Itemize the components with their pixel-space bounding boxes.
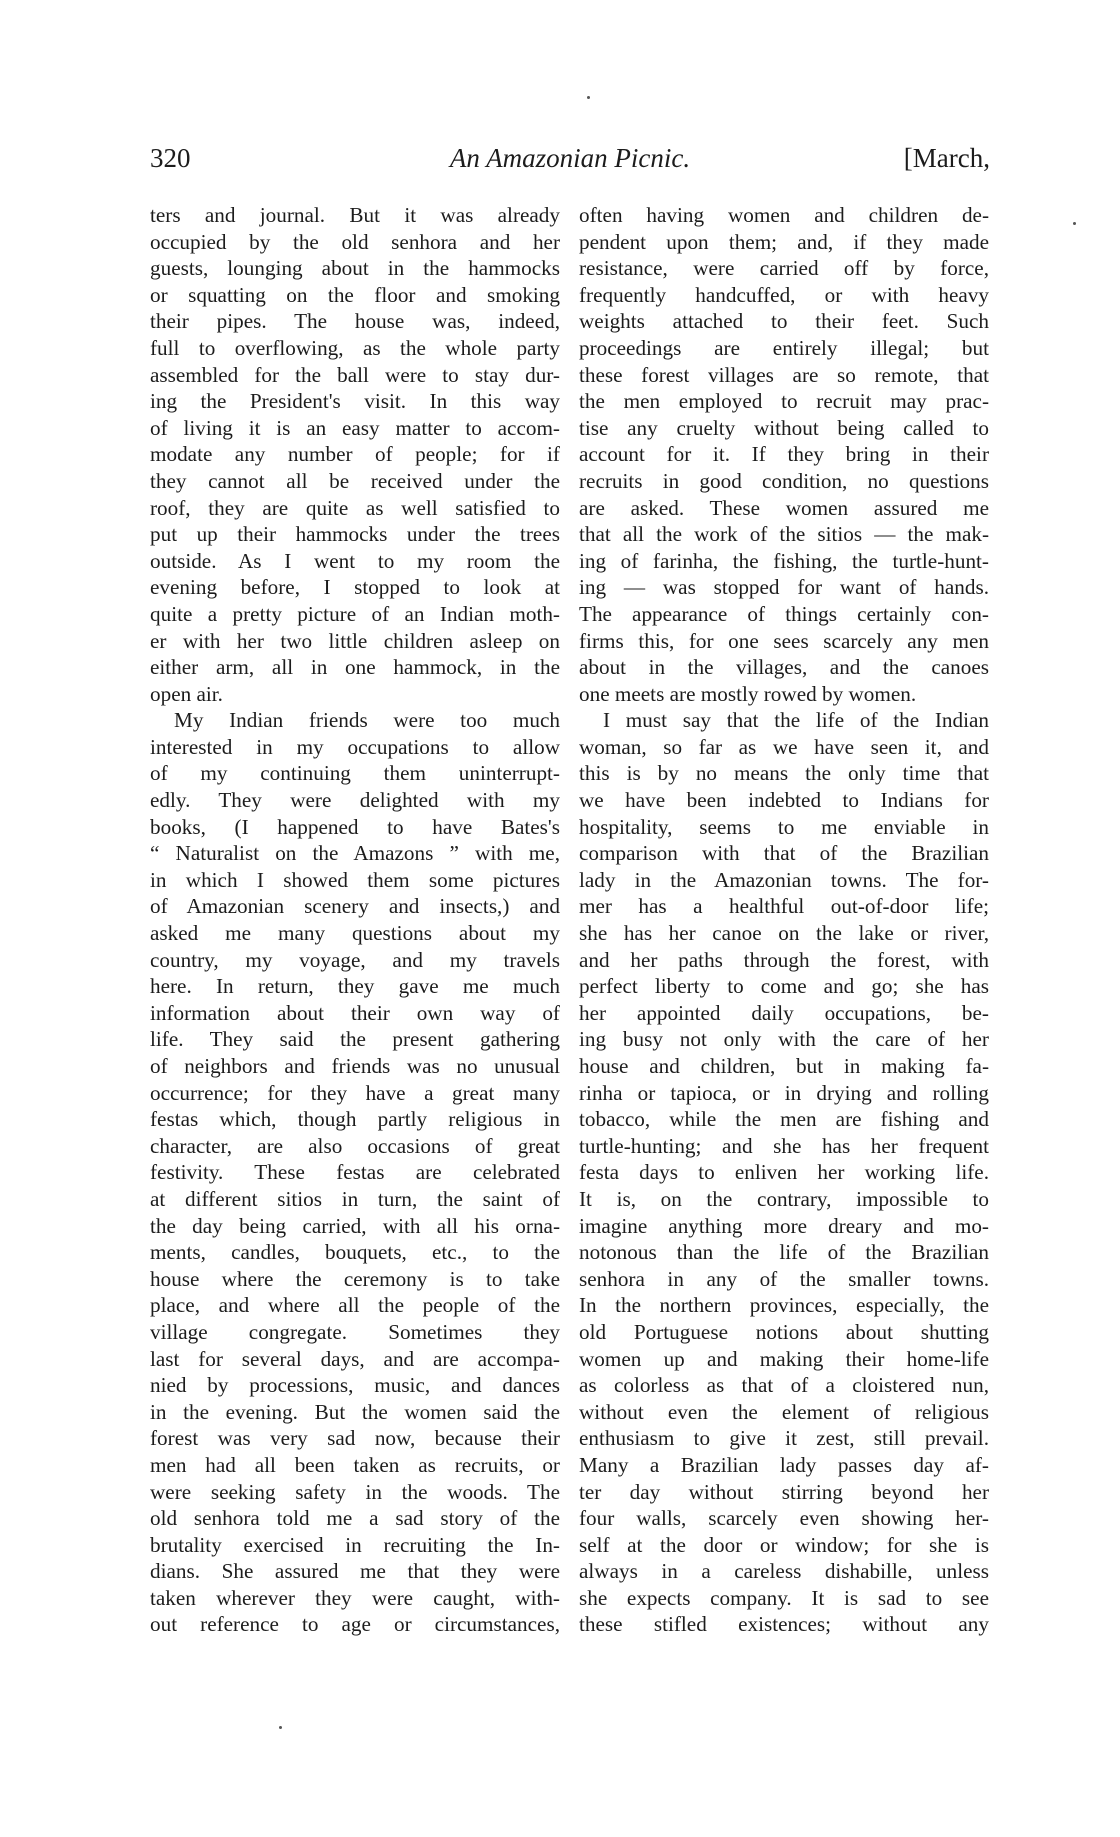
text-line: full to overflowing, as the whole party [150, 335, 560, 360]
text-line: of my continuing them uninterrupt- [150, 761, 560, 786]
text-line: account for it. If they bring in their [579, 442, 989, 467]
text-line: I must say that the life of the Indian [603, 708, 989, 733]
text-line: of neighbors and friends was no unusual [150, 1054, 560, 1078]
text-line: without even the element of religious [579, 1399, 989, 1424]
text-line: character, are also occasions of great [150, 1133, 560, 1158]
text-line: here. In return, they gave me much [150, 974, 560, 999]
text-line: Many a Brazilian lady passes day af- [579, 1452, 989, 1477]
text-line: or squatting on the floor and smoking [150, 282, 560, 307]
text-line: the men employed to recruit may prac- [579, 389, 989, 414]
text-line: roof, they are quite as well satisfied to [150, 495, 560, 520]
ink-speck [587, 96, 590, 99]
text-line: one meets are mostly rowed by women. [579, 681, 917, 706]
text-line: about in the villages, and the canoes [579, 655, 989, 680]
text-line: house where the ceremony is to take [150, 1266, 560, 1291]
text-line: guests, lounging about in the hammocks [150, 256, 560, 281]
text-line: interested in my occupations to allow [150, 734, 560, 759]
text-line: quite a pretty picture of an Indian moth- [150, 601, 560, 626]
text-line: tise any cruelty without being called to [579, 415, 989, 440]
text-line: open air. [150, 681, 223, 706]
text-line: place, and where all the people of the [150, 1293, 560, 1318]
text-line: nied by processions, music, and dances [150, 1373, 560, 1398]
text-line: firms this, for one sees scarcely any men [579, 628, 989, 653]
text-line: asked me many questions about my [150, 921, 560, 946]
ink-speck [279, 1726, 282, 1729]
text-line: as colorless as that of a cloistered nun, [579, 1373, 989, 1398]
text-line: senhora in any of the smaller towns. [579, 1266, 989, 1291]
text-line: and her paths through the forest, with [579, 947, 989, 972]
text-line: ments, candles, bouquets, etc., to the [150, 1240, 560, 1265]
text-line: that all the work of the sitios — the mak- [579, 522, 989, 547]
text-line: pendent upon them; and, if they made [579, 229, 989, 254]
text-line: old Portuguese notions about shutting [579, 1319, 989, 1344]
text-line: lady in the Amazonian towns. The for- [579, 867, 989, 892]
text-line: hospitality, seems to me enviable in [579, 814, 989, 839]
text-line: My Indian friends were too much [174, 708, 560, 733]
text-line: In the northern provinces, especially, the [579, 1293, 989, 1318]
text-line: always in a careless dishabille, unless [579, 1559, 989, 1584]
text-line: ing the President's visit. In this way [150, 389, 560, 414]
text-line: imagine anything more dreary and mo- [579, 1213, 989, 1238]
text-line: The appearance of things certainly con- [579, 601, 989, 626]
text-line: dians. She assured me that they were [150, 1559, 560, 1584]
text-line: notonous than the life of the Brazilian [579, 1240, 989, 1265]
text-line: of Amazonian scenery and insects,) and [150, 894, 560, 919]
text-line: books, (I happened to have Bates's [150, 814, 560, 839]
text-line: her appointed daily occupations, be- [579, 1000, 989, 1025]
text-line: put up their hammocks under the trees [150, 522, 560, 547]
text-line: often having women and children de- [579, 203, 989, 227]
text-line: ing — was stopped for want of hands. [579, 575, 989, 600]
text-line: edly. They were delighted with my [150, 788, 560, 813]
text-line: resistance, were carried off by force, [579, 256, 989, 281]
text-line: recruits in good condition, no questions [579, 468, 989, 493]
text-line: comparison with that of the Brazilian [579, 841, 989, 866]
text-line: she has her canoe on the lake or river, [579, 921, 989, 946]
text-line: “ Naturalist on the Amazons ” with me, [150, 841, 560, 866]
text-line: ter day without stirring beyond her [579, 1479, 989, 1504]
text-line: old senhora told me a sad story of the [150, 1506, 560, 1531]
text-line: house and children, but in making fa- [579, 1054, 989, 1078]
text-line: tobacco, while the men are fishing and [579, 1107, 989, 1132]
text-line: outside. As I went to my room the [150, 548, 560, 573]
text-line: life. They said the present gathering [150, 1027, 560, 1052]
right-text-column [579, 202, 989, 1638]
text-line: village congregate. Sometimes they [150, 1319, 560, 1344]
text-line: she expects company. It is sad to see [579, 1585, 989, 1610]
text-line: ters and journal. But it was already [150, 203, 560, 227]
text-line: evening before, I stopped to look at [150, 575, 560, 600]
running-date: [March, [903, 143, 990, 173]
text-line: enthusiasm to give it zest, still prevail. [579, 1426, 989, 1451]
text-line: festivity. These festas are celebrated [150, 1160, 560, 1185]
page-header [150, 143, 990, 183]
text-line: are asked. These women assured me [579, 495, 989, 520]
text-line: rinha or tapioca, or in drying and rolling [579, 1080, 989, 1105]
text-line: ing of farinha, the fishing, the turtle-hunt- [579, 548, 989, 573]
text-line: festas which, though partly religious in [150, 1107, 560, 1132]
text-line: festa days to enliven her working life. [579, 1160, 989, 1185]
text-line: frequently handcuffed, or with heavy [579, 282, 989, 307]
text-line: modate any number of people; for if [150, 442, 560, 467]
text-line: these stifled existences; without any [579, 1612, 989, 1637]
ink-speck [1073, 222, 1076, 225]
text-line: women up and making their home-life [579, 1346, 989, 1371]
text-line: occurrence; for they have a great many [150, 1080, 560, 1105]
running-title: An Amazonian Picnic. [449, 143, 691, 173]
text-line: country, my voyage, and my travels [150, 947, 560, 972]
text-line: proceedings are entirely illegal; but [579, 335, 989, 360]
text-line: assembled for the ball were to stay dur- [150, 362, 560, 387]
text-line: self at the door or window; for she is [579, 1532, 989, 1557]
text-line: of living it is an easy matter to accom- [150, 415, 560, 440]
text-line: the day being carried, with all his orna- [150, 1213, 560, 1238]
text-line: either arm, all in one hammock, in the [150, 655, 560, 680]
text-line: men had all been taken as recruits, or [150, 1452, 560, 1477]
text-line: forest was very sad now, because their [150, 1426, 560, 1451]
text-line: four walls, scarcely even showing her- [579, 1506, 989, 1531]
text-line: perfect liberty to come and go; she has [579, 974, 989, 999]
text-line: turtle-hunting; and she has her frequent [579, 1133, 989, 1158]
text-line: they cannot all be received under the [150, 468, 560, 493]
text-line: occupied by the old senhora and her [150, 229, 560, 254]
text-line: we have been indebted to Indians for [579, 788, 989, 813]
text-line: mer has a healthful out-of-door life; [579, 894, 989, 919]
text-line: at different sitios in turn, the saint of [150, 1186, 560, 1211]
text-line: in the evening. But the women said the [150, 1399, 560, 1424]
text-line: in which I showed them some pictures [150, 867, 560, 892]
text-line: this is by no means the only time that [579, 761, 989, 786]
page-number: 320 [150, 143, 191, 173]
text-line: It is, on the contrary, impossible to [579, 1186, 989, 1211]
text-line: taken wherever they were caught, with- [150, 1585, 560, 1610]
text-line: these forest villages are so remote, that [579, 362, 989, 387]
text-line: er with her two little children asleep on [150, 628, 560, 653]
text-line: their pipes. The house was, indeed, [150, 309, 560, 334]
text-line: last for several days, and are accompa- [150, 1346, 560, 1371]
text-line: ing busy not only with the care of her [579, 1027, 989, 1052]
text-line: weights attached to their feet. Such [579, 309, 989, 334]
text-line: out reference to age or circumstances, [150, 1612, 560, 1637]
text-line: woman, so far as we have seen it, and [579, 734, 989, 759]
text-line: were seeking safety in the woods. The [150, 1479, 560, 1504]
text-line: information about their own way of [150, 1000, 560, 1025]
left-text-column [150, 202, 560, 1638]
text-line: brutality exercised in recruiting the In- [150, 1532, 560, 1557]
